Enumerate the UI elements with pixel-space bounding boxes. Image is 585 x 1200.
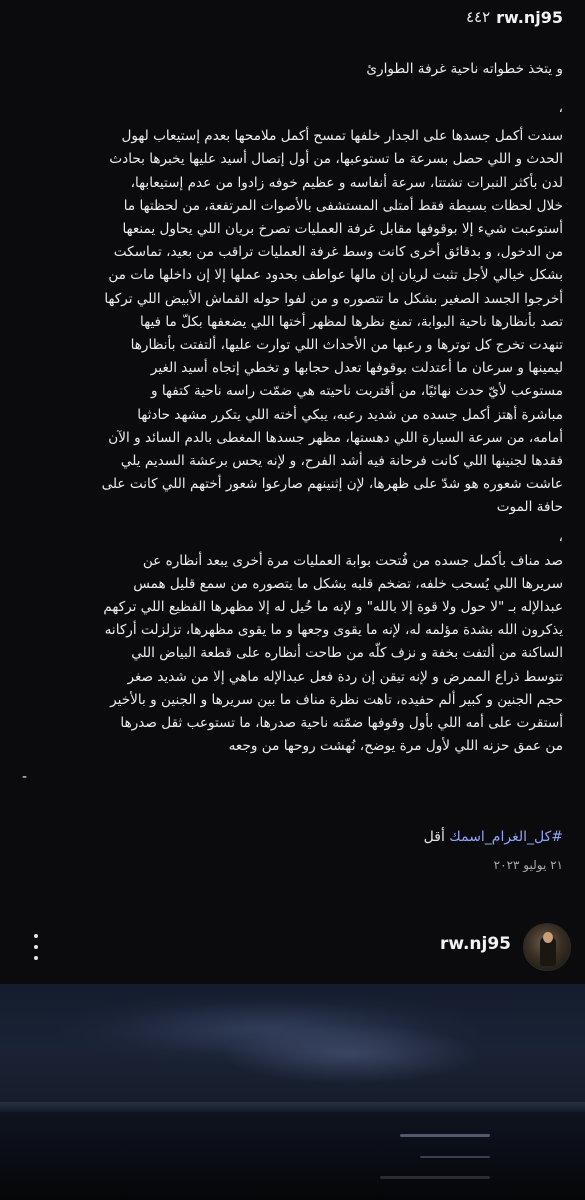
- text-line: سريرها اللي يُسحب خلفه، تضخم قلبه بشكل ما يتصوره من سمع قليل همس: [133, 575, 563, 592]
- text-line: خلال لحظات بسيطة فقط أمتلى المستشفى بالأصوات المرتفعة، من لحظتها ما: [123, 197, 563, 214]
- text-line: مستوعب لأيّ حدث نهائيًا، من أقتربت ناحيته هي ضمّت راسه ناحية كتفها و: [150, 383, 563, 400]
- text-line: صد مناف بأكمل جسده من فُتحت بوابة العمليات مرة أخرى يبعد أنظاره عن: [142, 552, 563, 569]
- text-line: حجم الجنين و كبير ألم حفيده، تاهت نظرة مناف ما بين سريرها و الجنين و بالأخير: [110, 691, 563, 708]
- text-line: الحدث و اللي حصل بسرعة ما تستوعبها، من أول إتصال أسيد عليها يخبرها بحادث: [109, 151, 563, 168]
- paragraph-2: [22, 550, 563, 759]
- text-line: ليمينها و سرعان ما أعتدلت بوقوفها تعدل حجابها و تخطي إتجاه أسيد الغير: [150, 360, 563, 377]
- text-line: تصد بأنظارها ناحية البوابة، تمنع نظرها لمظهر أختها اللي يضعفها بكلّ ما فيها: [140, 313, 563, 330]
- text-line: تتوسط ذراع الممرض و لإنه تيقن إن ردة فعل عبدالإله ماهي إلا من شديد صغر: [127, 668, 563, 685]
- text-line: عبدالإله بـ "لا حول ولا قوة إلا بالله" و لإنه ما خُيل له إلا مظهرها الفظيع اللي تركهم: [103, 599, 563, 616]
- photo-horizon: [0, 1102, 585, 1112]
- photo-glint: [400, 1134, 490, 1137]
- post-intro-line: و يتخذ خطواته ناحية غرفة الطوارئ: [366, 61, 563, 77]
- text-line: يذكرون الله بشدة مؤلمه له، لإنه ما يقوى وجعها و ما يقوى مظهرها، تزلزلت أركانه: [104, 622, 563, 639]
- header-username[interactable]: rw.nj95: [496, 7, 563, 27]
- photo-cloud: [220, 1024, 480, 1084]
- dot: [34, 934, 38, 938]
- header: [0, 0, 585, 34]
- text-line: لدن بأكثر النبرات تشتتا، سرعة أنفاسه و عظيم خوفه زادوا من عدم إستيعابها،: [130, 174, 563, 191]
- text-line: مباشرة أهتز أكمل جسده من شديد رعبه، يبكي أخته اللي يتكرر مشهد حادثها: [137, 406, 563, 423]
- text-line: أستقرت على أمه اللي بأول وقوفها ضمّته ناحية صدرها، ما تستوعب ثقل صدرها: [120, 715, 563, 732]
- avatar-face: [543, 932, 553, 943]
- photo-glint: [420, 1156, 490, 1158]
- dot: [34, 956, 38, 960]
- text-line: تنهدت تخرج كل توترها و رعبها من الأحداث اللي توارت عليها، ألتفتت بأنظارها: [130, 337, 563, 354]
- avatar[interactable]: [523, 923, 571, 971]
- text-marker: ،: [558, 528, 563, 545]
- paragraph-1: [22, 125, 563, 519]
- post-date: ٢١ يوليو ٢٠٢٣: [493, 858, 563, 872]
- text-line: أمامه، من سرعة السيارة اللي دهستها، مظهر جسدها المغطى بالدم السائد و الآن: [108, 429, 563, 446]
- post-text: [0, 44, 585, 786]
- hashtag-link[interactable]: #كل_الغرام_اسمك: [449, 829, 563, 845]
- photo-sea: [0, 1112, 585, 1200]
- dot: [34, 945, 38, 949]
- text-line: فقدها لجنينها اللي كانت فرحانة فيه أشد الفرح، و لإنه يحس برعشة السديم يلي: [120, 453, 563, 470]
- text-line: حافة الموت: [496, 499, 563, 516]
- text-line: أخرجوا الجسد الصغير بشكل ما تتصوره و من لفوا حوله القماش الأبيض اللي تركها: [104, 290, 563, 307]
- text-line: أستوعبت شيء إلا بوقوفها مقابل غرفة العمليات تصرخ بريان اللي يحاول يمنعها: [122, 221, 563, 238]
- text-line: عاشت شعوره هو شدّ على ظهرها، لإن إثنينهم صارعوا شعور أختهم اللي كانت على: [101, 476, 563, 493]
- hashtag-suffix: أقل: [423, 829, 450, 845]
- text-marker: ،: [558, 100, 563, 117]
- text-line: الساكنة من ألتفت بخفة و نزف كلّه من طاحت أنظاره على قطعة البياض اللي: [131, 645, 563, 662]
- text-line: من الدخول، و بدقائق أخرى كانت وسط غرفة العمليات تراقب من بعيد، تماسكت: [113, 244, 563, 261]
- author-row: [0, 920, 585, 974]
- text-line: من عمق حزنه اللي لأول مرة يوضح، نُهشت روحها من وجعه: [228, 738, 563, 755]
- text-line: سندت أكمل جسدها على الجدار خلفها تمسح أكمل ملامحها بعدم إستيعاب لهول: [121, 128, 563, 145]
- photo-glint: [380, 1176, 490, 1179]
- text-line: بشكل خيالي لأجل تثبت لريان إن مالها عواطف بحدود عملها إلا إن داخلها مات من: [108, 267, 563, 284]
- text-marker: -: [22, 769, 28, 786]
- like-count: ٤٤٢: [465, 8, 491, 26]
- post-photo[interactable]: [0, 984, 585, 1200]
- more-vertical-icon[interactable]: [30, 934, 42, 960]
- hashtag-line: [424, 829, 563, 845]
- author-username[interactable]: rw.nj95: [439, 934, 511, 954]
